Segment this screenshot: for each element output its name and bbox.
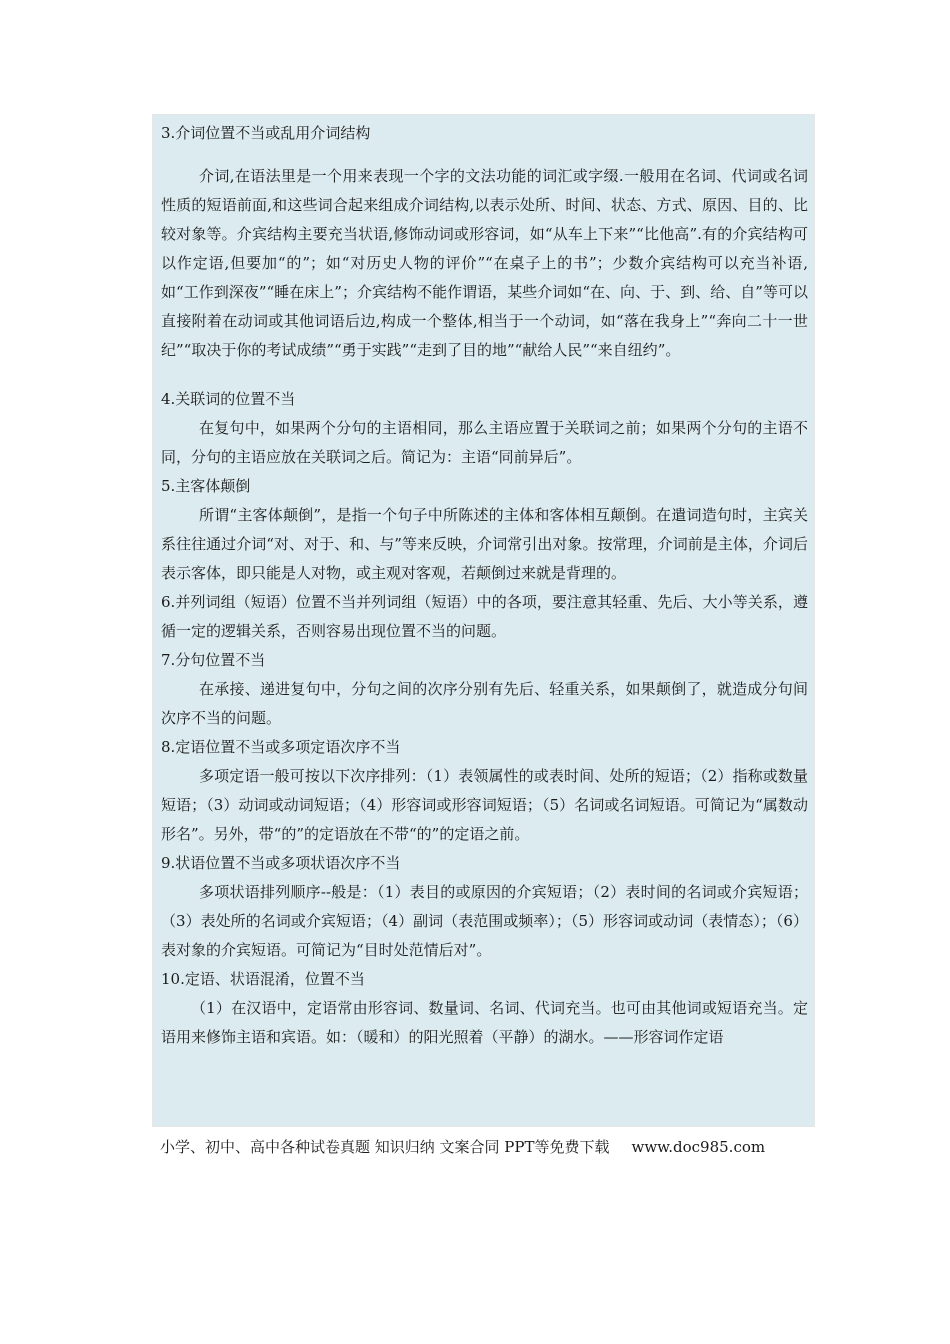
section-8-title: 8.定语位置不当或多项定语次序不当 [161,738,401,756]
section-5-body: 所谓“主客体颠倒”，是指一个句子中所陈述的主体和客体相互颠倒。在遣词造句时，主宾关系往往通过介词“对、对于、和、与”等来反映，介词常引出对象。按常理，介词前是主体，介词后表示客体，即只能是人对物，或主观对客观，若颠倒过来就是背理的。 [161,506,808,582]
footer-url[interactable]: www.doc985.com [631,1138,766,1156]
section-9-body: 多项状语排列顺序--般是：（1）表目的或原因的介宾短语；（2）表时间的名词或介宾短语；（3）表处所的名词或介宾短语；（4）副词（表范围或频率）；（5）形容词或动词（表情态）；（6）表对象的介宾短语。可简记为“目时处范情后对”。 [161,883,808,959]
section-3-body: 介词,在语法里是一个用来表现一个字的文法功能的词汇或字缀.一般用在名词、代词或名词性质的短语前面,和这些词合起来组成介词结构,以表示处所、时间、状态、方式、原因、目的、比较对象等。介宾结构主要充当状语,修饰动词或形容词，如“从车上下来”“比他高”.有的介宾结构可以作定语,但要加“的”；如“对历史人物的评价”“在桌子上的书”；少数介宾结构可以充当补语,如“工作到深夜”“睡在床上”；介宾结构不能作谓语，某些介词如“在、向、于、到、给、自”等可以直接附着在动词或其他词语后边,构成一个整体,相当于一个动词，如“落在我身上”“奔向二十一世纪”“取决于你的考试成绩”“勇于实践”“走到了目的地”“献给人民”“来自纽约”。 [161,167,808,359]
spacer [161,365,808,385]
section-7-title: 7.分句位置不当 [161,651,266,669]
section-10-body: （1）在汉语中，定语常由形容词、数量词、名词、代词充当。也可由其他词或短语充当。定语用来修饰主语和宾语。如：（暖和）的阳光照着（平静）的湖水。——形容词作定语 [161,999,808,1046]
section-7-body: 在承接、递进复句中，分句之间的次序分别有先后、轻重关系，如果颠倒了，就造成分句间次序不当的问题。 [161,680,808,727]
footer-text: 小学、初中、高中各种试卷真题 知识归纳 文案合同 PPT等免费下载 [160,1138,610,1156]
content-panel [152,114,815,1127]
section-10-title: 10.定语、状语混淆，位置不当 [161,970,365,988]
section-8-body: 多项定语一般可按以下次序排列：（1）表领属性的或表时间、处所的短语；（2）指称或数量短语；（3）动词或动词短语；（4）形容词或形容词短语；（5）名词或名词短语。可简记为“属数动形名”。另外，带“的”的定语放在不带“的”的定语之前。 [161,767,808,843]
section-5-title: 5.主客体颠倒 [161,477,251,495]
page-footer [160,1134,840,1160]
section-3-title: 3.介词位置不当或乱用介词结构 [161,124,371,142]
section-4-title: 4.关联词的位置不当 [161,390,296,408]
spacer [161,148,808,162]
section-9-title: 9.状语位置不当或多项状语次序不当 [161,854,401,872]
section-4-body: 在复句中，如果两个分句的主语相同，那么主语应置于关联词之前；如果两个分句的主语不同，分句的主语应放在关联词之后。简记为：主语“同前异后”。 [161,419,808,466]
section-6-body: 6.并列词组（短语）位置不当并列词组（短语）中的各项，要注意其轻重、先后、大小等关系，遵循一定的逻辑关系，否则容易出现位置不当的问题。 [161,593,808,640]
